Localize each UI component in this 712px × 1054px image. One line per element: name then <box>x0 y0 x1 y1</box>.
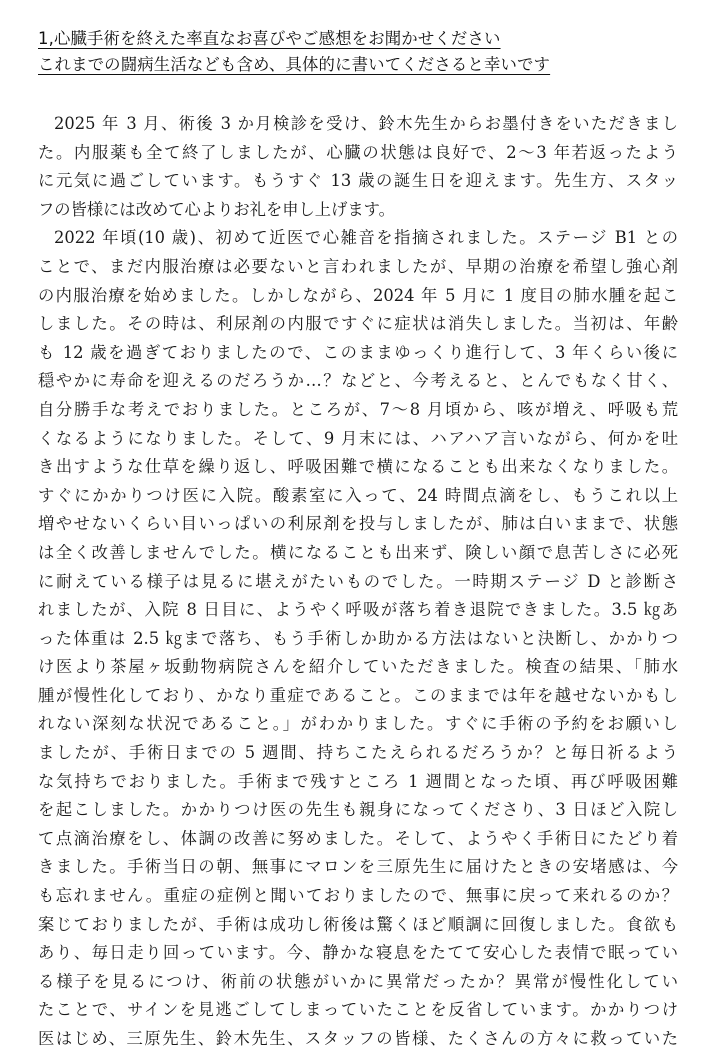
text-line: 自分勝手な考えでおりました。ところが、7〜8 月頃から、咳が増え、呼吸も荒 <box>38 399 678 419</box>
text-line: すぐにかかりつけ医に入院。酸素室に入って、24 時間点滴をし、もうこれ以上 <box>38 485 678 505</box>
text-line: る様子を見るにつけ、術前の状態がいかに異常だったか？異常が慢性化してい <box>38 971 678 991</box>
text-line: くなるようになりました。そして、9 月末には、ハアハア言いながら、何かを吐 <box>38 428 678 448</box>
text-line: に元気に過ごしています。もうすぐ 13 歳の誕生日を迎えます。先生方、スタッ <box>38 171 678 191</box>
text-line: を起こしました。かかりつけ医の先生も親身になってくださり、3 日ほど入院し <box>38 800 678 820</box>
text-line: 2022 年頃(10 歳)、初めて近医で心雑音を指摘されました。ステージ B1 との <box>54 228 678 248</box>
text-line: れない深刻な状況であること。」がわかりました。すぐに手術の予約をお願いし <box>38 714 678 734</box>
text-line: て点滴治療をし、体調の改善に努めました。そして、ようやく手術日にたどり着 <box>38 828 678 848</box>
text-line: 2025 年 3 月、術後 3 か月検診を受け、鈴木先生からお墨付きをいただきまし <box>54 114 678 133</box>
text-line: しました。その時は、利尿剤の内服ですぐに症状は消失しました。当初は、年齢 <box>38 314 678 334</box>
text-line: け医より茶屋ヶ坂動物病院さんを紹介していただきました。検査の結果、「肺水 <box>38 657 679 677</box>
question-line-1: 1,心臓手術を終えた率直なお喜びやご感想をお聞かせください <box>38 29 501 48</box>
text-line: 医はじめ、三原先生、鈴木先生、スタッフの皆様、たくさんの方々に救っていた <box>38 1029 678 1048</box>
text-line: 穏やかに寿命を迎えるのだろうか…？などと、今考えると、とんでもなく甘く、 <box>38 371 678 391</box>
text-line: に耐えている様子は見るに堪えがたいものでした。一時期ステージ D と診断さ <box>38 571 678 591</box>
text-line: も 12 歳を過ぎておりましたので、このままゆっくり進行して、3 年くらい後に <box>38 342 678 362</box>
question-line-2: これまでの闘病生活なども含め、具体的に書いてくださると幸いです <box>38 55 551 74</box>
text-line: た。内服薬も全て終了しましたが、心臓の状態は良好で、2〜3 年若返ったよう <box>38 142 678 162</box>
text-line: れましたが、入院 8 日目に、ようやく呼吸が落ち着き退院できました。3.5 ㎏あ <box>38 600 679 620</box>
text-line: の内服治療を始めました。しかしながら、2024 年 5 月に 1 度目の肺水腫を起こ <box>38 285 678 305</box>
question-heading <box>38 26 678 78</box>
text-line: も忘れません。重症の症例と聞いておりましたので、無事に戻って来れるのか？ <box>38 886 678 906</box>
text-line: あり、毎日走り回っています。今、静かな寝息をたてて安心した表情で眠ってい <box>38 943 678 963</box>
text-line: ましたが、手術日までの 5 週間、持ちこたえられるだろうか？と毎日祈るよう <box>38 743 678 763</box>
text-line: った体重は 2.5 ㎏まで落ち、もう手術しか助かる方法はないと決断し、かかりつ <box>38 628 678 648</box>
text-line: 腫が慢性化しており、かなり重症であること。このままでは年を越せないかもし <box>38 685 678 705</box>
text-line: き出すような仕草を繰り返し、呼吸困難で横になることも出来なくなりました。 <box>38 457 678 477</box>
paragraph-1 <box>38 110 678 224</box>
answer-body <box>38 110 678 1054</box>
text-line: は全く改善しませんでした。横になることも出来ず、険しい顔で息苦しさに必死 <box>38 542 678 562</box>
text-line: 増やせないくらい目いっぱいの利尿剤を投与しましたが、肺は白いままで、状態 <box>38 514 678 534</box>
text-line: たことで、サインを見逃ごしてしまっていたことを反省しています。かかりつけ <box>38 1000 678 1020</box>
text-line: フの皆様には改めて心よりお礼を申し上げます。 <box>38 199 395 219</box>
text-line: な気持ちでおりました。手術まで残すところ 1 週間となった頃、再び呼吸困難 <box>38 771 678 791</box>
text-line: きました。手術当日の朝、無事にマロンを三原先生に届けたときの安堵感は、今 <box>38 857 678 877</box>
text-line: ことで、まだ内服治療は必要ないと言われましたが、早期の治療を希望し強心剤 <box>38 256 678 276</box>
text-line: 案じておりましたが、手術は成功し術後は驚くほど順調に回復しました。食欲も <box>38 914 678 934</box>
paragraph-2 <box>38 224 678 1053</box>
